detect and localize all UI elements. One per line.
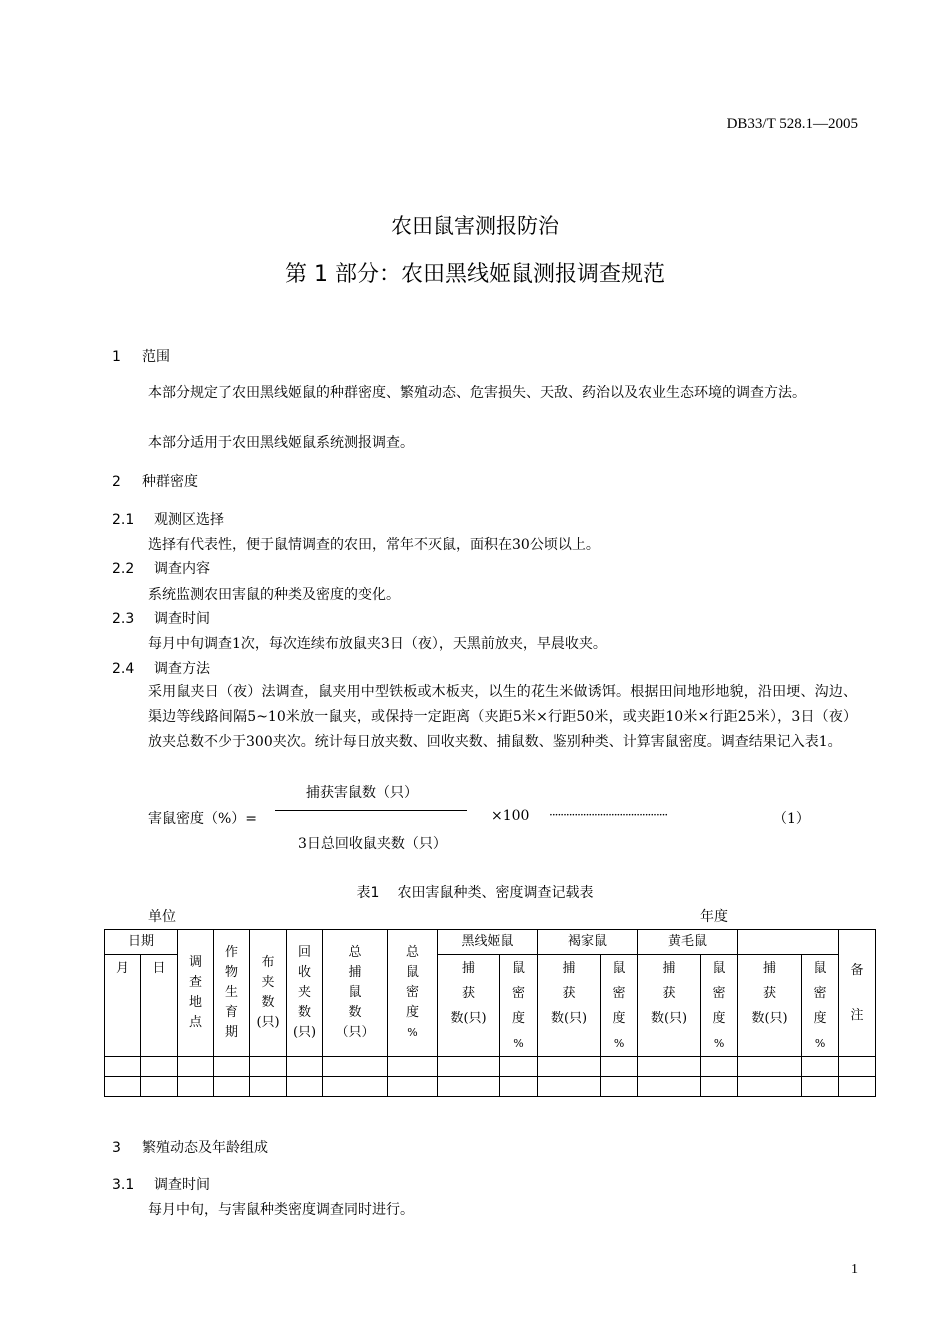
total-catch-header: 总 捕 鼠 数 （只） — [323, 930, 388, 1057]
species-header-2: 褐家鼠 — [538, 930, 638, 955]
month-header: 月 — [105, 955, 141, 1057]
day-header: 日 — [141, 955, 178, 1057]
section-title: 调查时间 — [154, 611, 210, 627]
section-number: 2 — [112, 474, 121, 490]
date-header: 日期 — [105, 930, 178, 955]
standard-number: DB33/T 528.1—2005 — [726, 116, 858, 132]
paragraph-text: 本部分适用于农田黑线姬鼠系统测报调查。 — [148, 435, 414, 451]
section-title: 调查方法 — [154, 661, 210, 677]
section-2-3-heading — [112, 608, 210, 628]
section-title: 调查内容 — [154, 561, 210, 577]
document-subtitle: 第 1 部分：农田黑线姬鼠测报调查规范 — [285, 262, 665, 287]
unit-label: 单位 — [148, 909, 176, 925]
species-header-1: 黑线姬鼠 — [438, 930, 538, 955]
species-2-density-header: 鼠 密 度 % — [601, 955, 638, 1057]
table-row — [105, 1057, 876, 1077]
species-3-density-header: 鼠 密 度 % — [701, 955, 738, 1057]
section-number: 2.2 — [112, 561, 135, 577]
formula-numerator: 捕获害鼠数（只） — [306, 785, 418, 801]
species-header-4 — [738, 930, 839, 955]
site-header: 调 查 地 点 — [178, 930, 214, 1057]
species-1-density-header: 鼠 密 度 % — [500, 955, 538, 1057]
section-2-1-text: 选择有代表性，便于鼠情调查的农田，常年不灭鼠，面积在30公顷以上。 — [148, 537, 600, 553]
section-3-1-text: 每月中旬，与害鼠种类密度调查同时进行。 — [148, 1202, 414, 1218]
section-number: 2.4 — [112, 661, 135, 677]
paragraph-text: 采用鼠夹日（夜）法调查，鼠夹用中型铁板或木板夹，以生的花生米做诱饵。根据田间地形地貌，沿田埂、沟边、渠边等线路间隔5~10米放一鼠夹，或保持一定距离（夹距5米×行距50米，或夹距10米×行距25米），3日（夜）放夹总数不少于300夹次。统计每日放夹数、回收夹数、捕鼠数、鉴别种类、计算害鼠密度。调查结果记入表1。 — [148, 684, 857, 750]
section-title: 观测区选择 — [154, 512, 224, 528]
page-number: 1 — [851, 1262, 858, 1277]
species-2-catch-header: 捕 获 数(只) — [538, 955, 601, 1057]
section-number: 3.1 — [112, 1177, 135, 1193]
section-number: 2.1 — [112, 512, 135, 528]
density-record-table — [104, 929, 876, 1097]
traps-set-header: 布 夹 数 (只) — [250, 930, 287, 1057]
formula-multiplier: ×100 — [491, 808, 530, 824]
species-1-catch-header: 捕 获 数(只) — [438, 955, 500, 1057]
section-2-1-heading — [112, 509, 224, 529]
traps-recovered-header: 回 收 夹 数 (只) — [287, 930, 323, 1057]
species-4-catch-header: 捕 获 数(只) — [738, 955, 802, 1057]
section-number: 3 — [112, 1140, 121, 1156]
species-3-catch-header: 捕 获 数(只) — [638, 955, 701, 1057]
table-number: 表1 — [356, 885, 380, 901]
section-3-heading — [112, 1137, 268, 1157]
total-density-header: 总 鼠 密 度 % — [388, 930, 438, 1057]
section-1-paragraph-2 — [112, 431, 857, 456]
section-3-1-heading — [112, 1174, 210, 1194]
table-row — [105, 1077, 876, 1097]
section-number: 1 — [112, 349, 121, 365]
section-2-heading — [112, 471, 198, 491]
formula-denominator: 3日总回收鼠夹数（只） — [298, 836, 447, 852]
species-header-3: 黄毛鼠 — [638, 930, 738, 955]
section-2-3-text: 每月中旬调查1次，每次连续布放鼠夹3日（夜），天黑前放夹，早晨收夹。 — [148, 636, 607, 652]
section-title: 繁殖动态及年龄组成 — [142, 1140, 268, 1156]
table-title: 农田害鼠种类、密度调查记载表 — [397, 885, 594, 901]
section-title: 种群密度 — [142, 474, 198, 490]
species-4-density-header: 鼠 密 度 % — [802, 955, 839, 1057]
section-2-4-paragraph — [112, 680, 857, 755]
formula-equation-number: （1） — [773, 811, 810, 827]
formula-lhs: 害鼠密度（%）= — [148, 811, 258, 827]
year-label: 年度 — [700, 909, 728, 925]
remark-header: 备 注 — [839, 930, 876, 1057]
section-title: 调查时间 — [154, 1177, 210, 1193]
paragraph-text: 本部分规定了农田黑线姬鼠的种群密度、繁殖动态、危害损失、天敌、药治以及农业生态环境的调查方法。 — [148, 385, 806, 401]
formula-leader-dots: ·········································· — [549, 808, 668, 822]
section-number: 2.3 — [112, 611, 135, 627]
section-1-heading — [112, 346, 170, 366]
table-1-caption — [0, 882, 950, 902]
section-2-4-heading — [112, 658, 210, 678]
crop-stage-header: 作 物 生 育 期 — [214, 930, 250, 1057]
table-header-row-1 — [105, 930, 876, 955]
section-2-2-heading — [112, 558, 210, 578]
fraction-bar — [275, 810, 467, 811]
document-title: 农田鼠害测报防治 — [391, 214, 559, 238]
section-1-paragraph-1 — [112, 381, 857, 406]
section-title: 范围 — [142, 349, 170, 365]
section-2-2-text: 系统监测农田害鼠的种类及密度的变化。 — [148, 587, 400, 603]
